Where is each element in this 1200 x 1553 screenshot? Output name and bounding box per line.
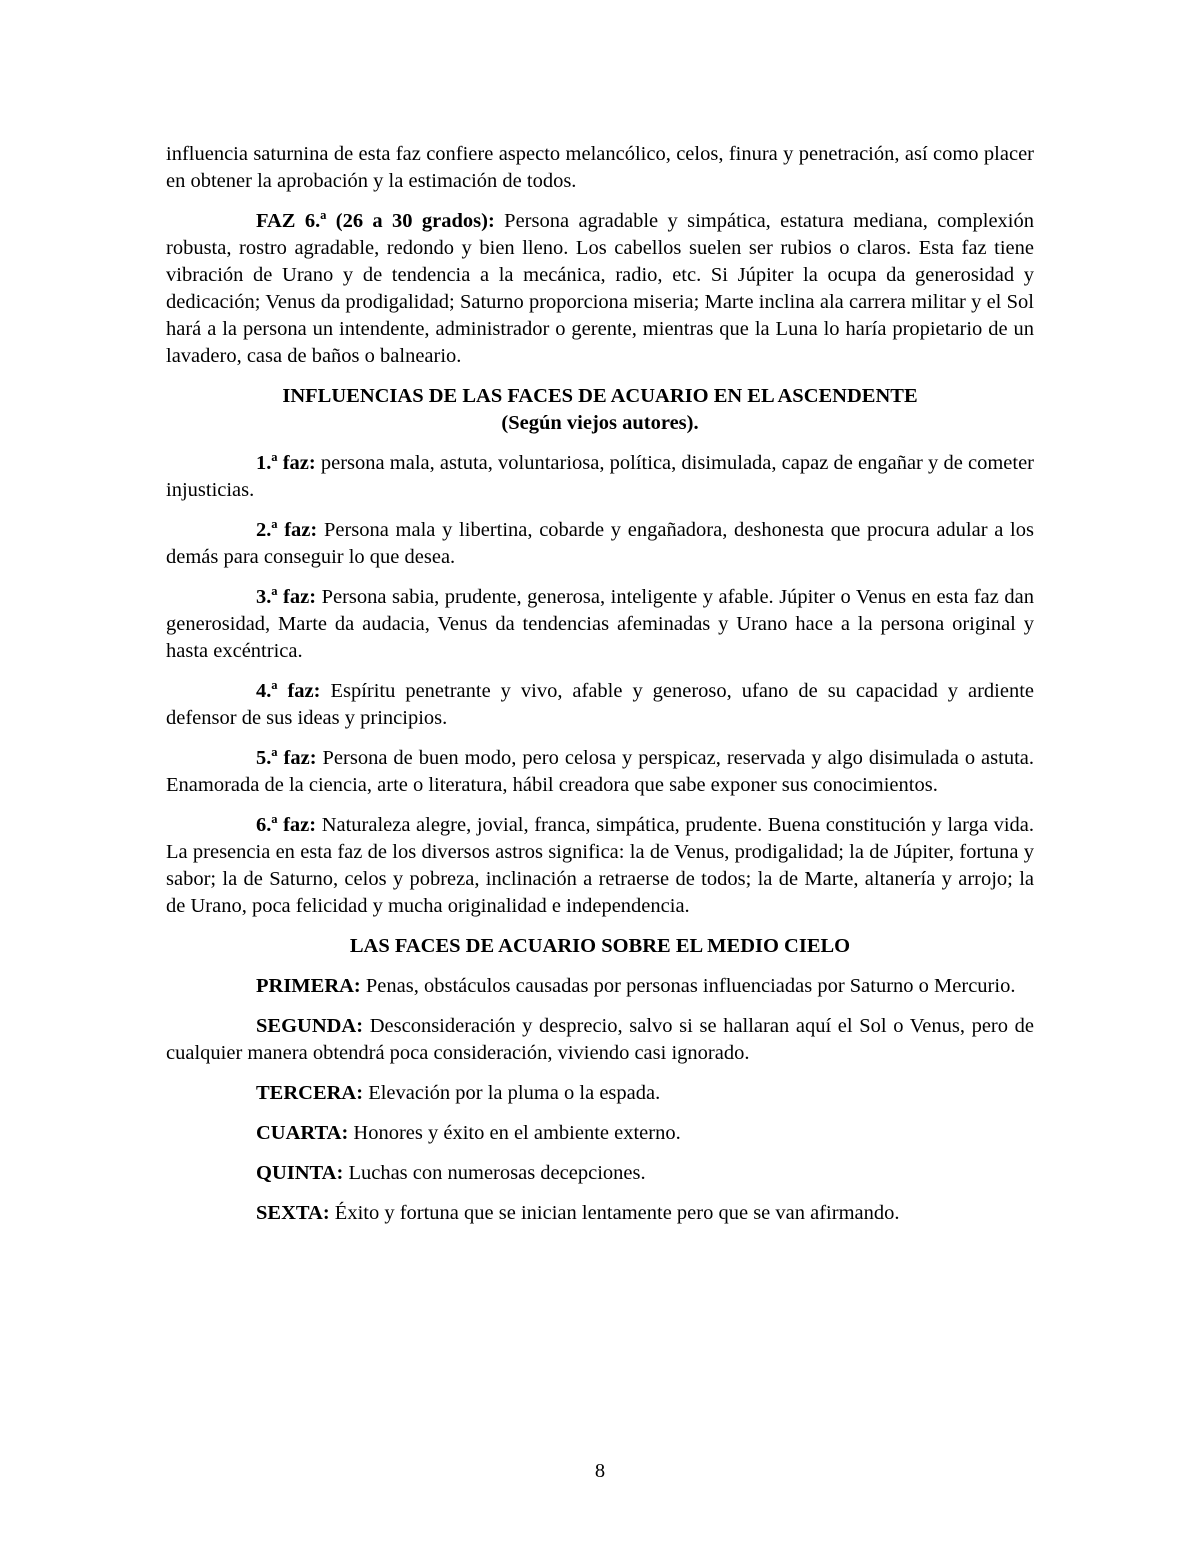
item-label: CUARTA: bbox=[256, 1122, 349, 1144]
intro-paragraph bbox=[166, 141, 1034, 195]
item-text: Persona sabia, prudente, generosa, inteligente y afable. Júpiter o Venus en esta faz dan generosidad, Marte da audacia, Venus da tendencias afeminadas y Urano hace a la persona original y hasta excéntrica. bbox=[166, 586, 1034, 662]
faz6-label: FAZ 6.ª (26 a 30 grados): bbox=[256, 210, 495, 232]
medio-cielo-item-4 bbox=[166, 1120, 1034, 1147]
section-heading-line2: (Según viejos autores). bbox=[501, 412, 699, 434]
item-text: Luchas con numerosas decepciones. bbox=[343, 1162, 646, 1184]
medio-cielo-item-3 bbox=[166, 1080, 1034, 1107]
ascendente-item-1 bbox=[166, 450, 1034, 504]
item-label: SEXTA: bbox=[256, 1202, 330, 1224]
item-label: SEGUNDA: bbox=[256, 1015, 364, 1037]
item-text: Elevación por la pluma o la espada. bbox=[363, 1082, 661, 1104]
item-text: Éxito y fortuna que se inician lentamente pero que se van afirmando. bbox=[329, 1202, 900, 1224]
item-text: Desconsideración y desprecio, salvo si se hallaran aquí el Sol o Venus, pero de cualquier manera obtendrá poca consideración, viviendo casi ignorado. bbox=[166, 1015, 1034, 1064]
item-label: PRIMERA: bbox=[256, 975, 361, 997]
intro-text: influencia saturnina de esta faz confiere aspecto melancólico, celos, finura y penetración, así como placer en obtener la aprobación y la estimación de todos. bbox=[166, 143, 1034, 192]
page-number: 8 bbox=[594, 1460, 606, 1482]
faz6-paragraph bbox=[166, 208, 1034, 370]
item-text: Penas, obstáculos causadas por personas influenciadas por Saturno o Mercurio. bbox=[360, 975, 1016, 997]
item-text: Honores y éxito en el ambiente externo. bbox=[348, 1122, 681, 1144]
section-heading-ascendente bbox=[166, 383, 1034, 437]
section-heading-medio-cielo bbox=[166, 933, 1034, 960]
medio-cielo-item-1 bbox=[166, 973, 1034, 1000]
item-text: persona mala, astuta, voluntariosa, política, disimulada, capaz de engañar y de cometer injusticias. bbox=[166, 452, 1034, 501]
ascendente-item-5 bbox=[166, 745, 1034, 799]
ascendente-item-6 bbox=[166, 812, 1034, 920]
item-label: 1.ª faz: bbox=[256, 452, 316, 474]
item-label: 5.ª faz: bbox=[256, 747, 317, 769]
item-text: Persona de buen modo, pero celosa y perspicaz, reservada y algo disimulada o astuta. Enamorada de la ciencia, arte o literatura, hábil creadora que sabe exponer sus conocimientos. bbox=[166, 747, 1035, 796]
ascendente-item-4 bbox=[166, 678, 1034, 732]
item-text: Espíritu penetrante y vivo, afable y generoso, ufano de su capacidad y ardiente defensor de sus ideas y principios. bbox=[166, 680, 1035, 729]
medio-cielo-item-2 bbox=[166, 1013, 1034, 1067]
item-label: 6.ª faz: bbox=[256, 814, 317, 836]
item-label: 4.ª faz: bbox=[256, 680, 321, 702]
faz6-text: Persona agradable y simpática, estatura mediana, complexión robusta, rostro agradable, redondo y bien lleno. Los cabellos suelen ser rubios o claros. Esta faz tiene vibración de Urano y de tendencia a la mecánica, radio, etc. Si Júpiter la ocupa da generosidad y dedicación; Venus da prodigalidad; Saturno proporciona miseria; Marte inclina ala carrera militar y el Sol hará a la persona un intendente, administrador o gerente, mientras que la Luna lo haría propietario de un lavadero, casa de baños o balneario. bbox=[166, 210, 1034, 367]
section-heading: LAS FACES DE ACUARIO SOBRE EL MEDIO CIELO bbox=[349, 935, 851, 957]
section-heading-line1: INFLUENCIAS DE LAS FACES DE ACUARIO EN EL ASCENDENTE bbox=[282, 385, 918, 407]
ascendente-item-2 bbox=[166, 517, 1034, 571]
document-page bbox=[166, 141, 1034, 1240]
item-label: TERCERA: bbox=[256, 1082, 364, 1104]
item-text: Naturaleza alegre, jovial, franca, simpática, prudente. Buena constitución y larga vida. La presencia en esta faz de los diversos astros significa: la de Venus, prodigalidad; la de Júpiter, fortuna y sabor; la de Saturno, celos y pobreza, inclinación a retraerse de todos; la de Marte, altanería y arrojo; la de Urano, poca felicidad y mucha originalidad e independencia. bbox=[166, 814, 1034, 917]
medio-cielo-item-6 bbox=[166, 1200, 1034, 1227]
item-label: QUINTA: bbox=[256, 1162, 344, 1184]
item-text: Persona mala y libertina, cobarde y engañadora, deshonesta que procura adular a los demás para conseguir lo que desea. bbox=[166, 519, 1034, 568]
item-label: 2.ª faz: bbox=[256, 519, 318, 541]
item-label: 3.ª faz: bbox=[256, 586, 317, 608]
medio-cielo-item-5 bbox=[166, 1160, 1034, 1187]
ascendente-item-3 bbox=[166, 584, 1034, 665]
